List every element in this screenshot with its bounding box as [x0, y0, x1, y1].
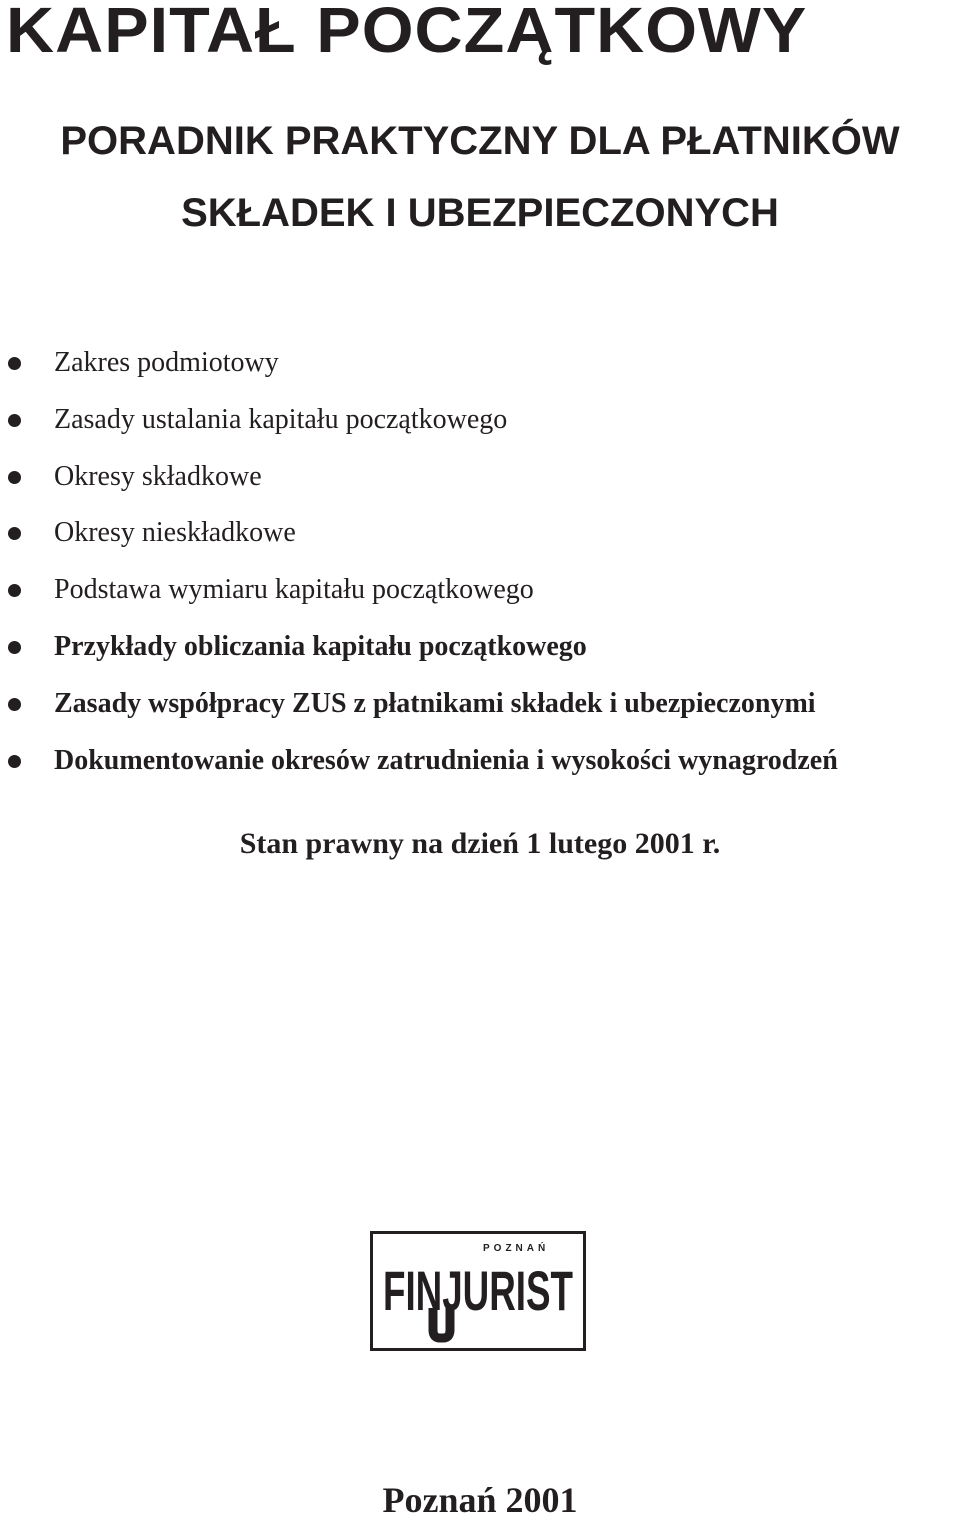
- topics-list: [8, 343, 838, 797]
- topic-text: Zasady współpracy ZUS z płatnikami składek i ubezpieczonymi: [54, 687, 816, 719]
- list-item: [8, 741, 838, 798]
- bullet-icon: [8, 527, 21, 540]
- topic-text: Zakres podmiotowy: [54, 347, 279, 378]
- subtitle-line-2: SKŁADEK I UBEZPIECZONYCH: [181, 191, 779, 235]
- document-title: KAPITAŁ POCZĄTKOWY: [6, 0, 808, 66]
- list-item: [8, 400, 838, 457]
- topic-text: Zasady ustalania kapitału początkowego: [54, 403, 508, 435]
- publication-place-year: Poznań 2001: [382, 1480, 578, 1520]
- finjurist-logo-icon: [373, 1234, 583, 1348]
- bullet-icon: [8, 414, 21, 427]
- subtitle-line-1: PORADNIK PRAKTYCZNY DLA PŁATNIKÓW: [60, 119, 900, 163]
- list-item: [8, 513, 838, 570]
- bullet-icon: [8, 471, 21, 484]
- topic-text: Podstawa wymiaru kapitału początkowego: [54, 574, 534, 606]
- list-item: [8, 570, 838, 627]
- topic-text: Przykłady obliczania kapitału początkowego: [54, 630, 587, 662]
- list-item: [8, 457, 838, 514]
- bullet-icon: [8, 755, 21, 768]
- bullet-icon: [8, 698, 21, 711]
- bullet-icon: [8, 584, 21, 597]
- bullet-icon: [8, 641, 21, 654]
- topic-text: Okresy nieskładkowe: [54, 517, 296, 549]
- legal-state-note: Stan prawny na dzień 1 lutego 2001 r.: [239, 827, 721, 860]
- bullet-icon: [8, 357, 21, 370]
- topic-text: Dokumentowanie okresów zatrudnienia i wysokości wynagrodzeń: [54, 744, 838, 776]
- topic-text: Okresy składkowe: [54, 460, 262, 492]
- logo-city-text: POZNAŃ: [483, 1243, 550, 1254]
- list-item: [8, 684, 838, 741]
- list-item: [8, 343, 838, 400]
- list-item: [8, 627, 838, 684]
- logo-name-text: FINJURIST: [383, 1259, 573, 1322]
- publisher-logo: [370, 1231, 586, 1351]
